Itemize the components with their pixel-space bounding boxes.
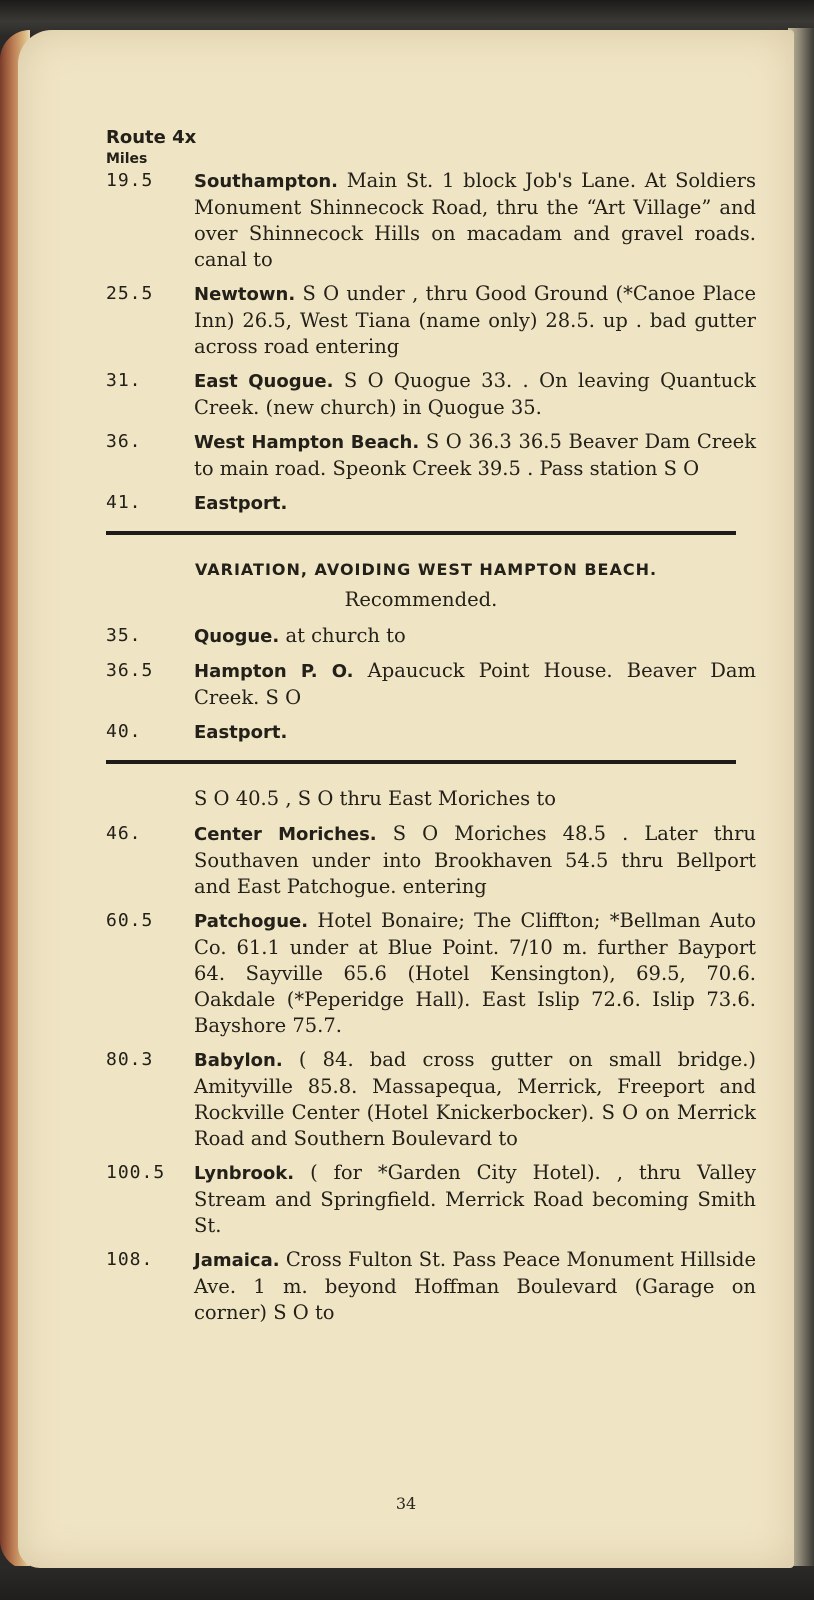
variation-title: VARIATION, AVOIDING WEST HAMPTON BEACH. <box>194 560 658 579</box>
entry-text <box>194 490 756 517</box>
entry-text <box>194 821 756 900</box>
place-name: Southampton. <box>194 171 338 192</box>
mileage: 100.5 <box>106 1162 166 1183</box>
mileage <box>106 786 194 813</box>
directions: S O Quogue 33. . On leaving Quantuck Creek. (new church) in Quogue 35. <box>194 369 756 419</box>
place-name: West Hampton Beach. <box>194 432 420 453</box>
section-divider <box>106 760 736 764</box>
entry-text <box>194 1160 756 1239</box>
entry-text <box>194 368 756 421</box>
page-content <box>106 96 756 1334</box>
place-name: Hampton P. O. <box>194 661 354 682</box>
route-entry <box>106 1247 756 1326</box>
route-entry <box>106 368 756 421</box>
place-name: Eastport. <box>194 493 288 514</box>
mileage: 36. <box>106 431 142 452</box>
directions: S O under , thru Good Ground (*Canoe Place Inn) 26.5, West Tiana (name only) 28.5. up . bad gutter across road entering <box>194 282 756 358</box>
route-section-continued <box>106 786 756 1326</box>
mileage: 41. <box>106 492 142 513</box>
section-divider <box>106 531 736 535</box>
route-entry <box>106 908 756 1039</box>
entry-text <box>194 623 756 650</box>
directions: S O 36.3 36.5 Beaver Dam Creek to main road. Speonk Creek 39.5 . Pass station S O <box>194 430 757 480</box>
directions: S O 40.5 , S O thru East Moriches to <box>194 787 556 810</box>
directions: Main St. 1 block Job's Lane. At Soldiers Monument Shinnecock Road, thru the “Art Village” and over Shinnecock Hills on macadam and gravel roads. canal to <box>194 169 756 271</box>
mileage: 40. <box>106 721 142 742</box>
entry-text <box>194 281 756 360</box>
place-name: Newtown. <box>194 284 296 305</box>
place-name: Babylon. <box>194 1050 283 1071</box>
route-entry <box>106 821 756 900</box>
entry-text <box>194 719 756 746</box>
entry-text <box>194 658 756 711</box>
directions: Apaucuck Point House. Beaver Dam Creek. S O <box>194 659 757 709</box>
route-entry <box>106 168 756 273</box>
entry-text <box>194 786 756 813</box>
book-page <box>18 30 794 1568</box>
place-name: East Quogue. <box>194 371 334 392</box>
route-entry <box>106 719 756 746</box>
directions: Hotel Bonaire; The Cliffton; *Bellman Auto Co. 61.1 under at Blue Point. 7/10 m. further Bayport 64. Sayville 65.6 (Hotel Kensington), 69.5, 70.6. Oakdale (*Peperidge Hall). East Islip 72.6. Islip 73.6. Bayshore 75.7. <box>194 909 756 1037</box>
place-name: Patchogue. <box>194 911 309 932</box>
variation-subtitle: Recommended. <box>344 588 498 611</box>
route-section-main <box>106 168 756 517</box>
mileage: 80.3 <box>106 1049 154 1070</box>
place-name: Center Moriches. <box>194 824 377 845</box>
entry-text <box>194 1247 756 1326</box>
route-entry <box>106 1160 756 1239</box>
page-number: 34 <box>395 1494 417 1513</box>
mileage: 36.5 <box>106 660 154 681</box>
entry-text <box>194 168 756 273</box>
mileage: 60.5 <box>106 910 154 931</box>
mileage: 35. <box>106 625 142 646</box>
entry-text <box>194 1047 756 1152</box>
route-entry <box>106 281 756 360</box>
mileage: 25.5 <box>106 283 154 304</box>
book-binding-bottom <box>0 1566 814 1600</box>
route-entry <box>106 429 756 482</box>
place-name: Jamaica. <box>194 1250 280 1271</box>
mileage: 46. <box>106 823 142 844</box>
mileage: 108. <box>106 1249 154 1270</box>
route-section-variation <box>106 623 756 746</box>
mileage: 19.5 <box>106 170 154 191</box>
directions: Cross Fulton St. Pass Peace Monument Hillside Ave. 1 m. beyond Hoffman Boulevard (Garage on corner) S O to <box>194 1248 757 1324</box>
route-entry <box>106 658 756 711</box>
miles-column-label: Miles <box>106 151 148 167</box>
directions: at church to <box>285 624 406 647</box>
directions: ( for *Garden City Hotel). , thru Valley Stream and Springfield. Merrick Road becoming Smith St. <box>194 1161 756 1237</box>
place-name: Eastport. <box>194 722 288 743</box>
entry-text <box>194 429 756 482</box>
entry-text <box>194 908 756 1039</box>
route-entry <box>106 1047 756 1152</box>
mileage: 31. <box>106 370 142 391</box>
route-entry <box>106 786 756 813</box>
directions: S O Moriches 48.5 . Later thru Southaven under into Brookhaven 54.5 thru Bellport and East Patchogue. entering <box>194 822 756 898</box>
route-header: Route 4x <box>106 127 197 148</box>
place-name: Quogue. <box>194 626 280 647</box>
directions: ( 84. bad cross gutter on small bridge.) Amityville 85.8. Massapequa, Merrick, Freeport and Rockville Center (Hotel Knickerbocker). S O on Merrick Road and Southern Boulevard to <box>194 1048 757 1150</box>
route-entry <box>106 623 756 650</box>
place-name: Lynbrook. <box>194 1163 295 1184</box>
route-entry <box>106 490 756 517</box>
